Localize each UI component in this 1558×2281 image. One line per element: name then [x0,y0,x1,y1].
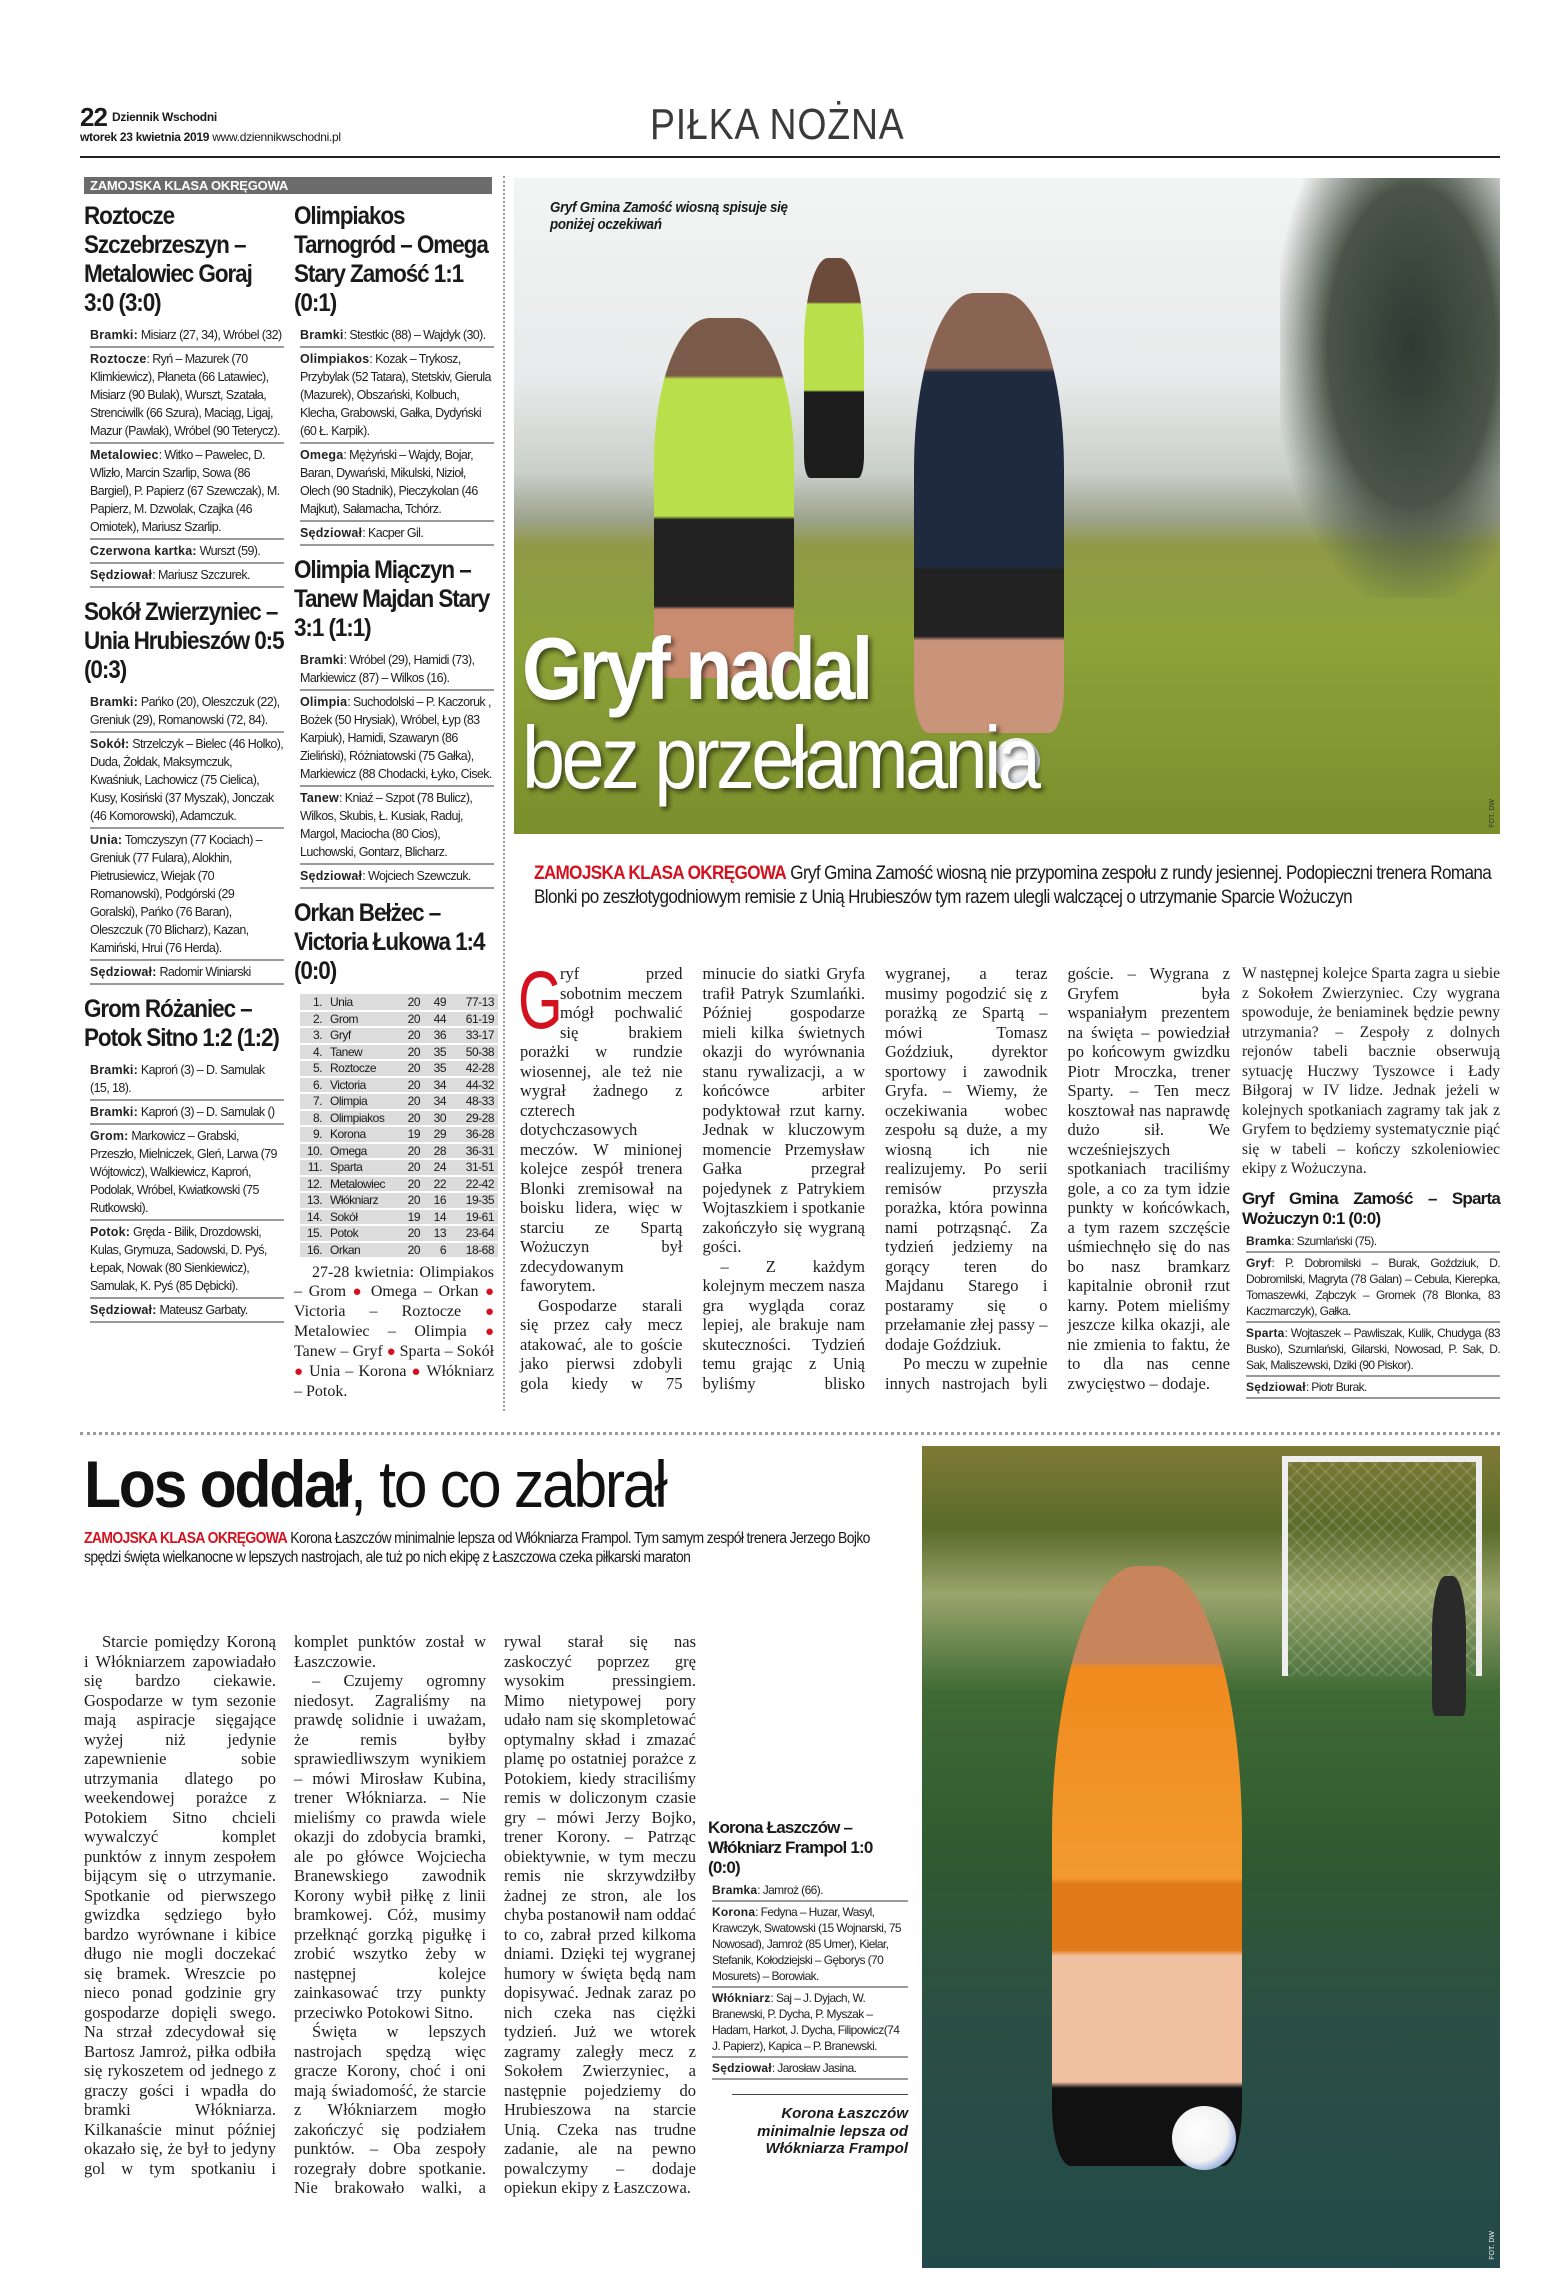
standings-points: 24 [422,1159,448,1176]
match-detail-home-lineup: Olimpia: Suchodolski – P. Kaczoruk , Bożek (50 Hrysiak), Wróbel, Łyp (83 Karpiuk), Hamidi, Szawaryn (86 Zieliński), Różniatowski (75 Gałka), Markiewicz (88 Chodacki, Łyko, Cisek. [300,693,494,787]
headline-light: , to co zabrał [350,1447,666,1521]
match-title: Olimpia Miączyn – Tanew Majdan Stary 3:1 (1:1) [294,556,490,642]
match-detail-goals: Bramki: Wróbel (29), Hamidi (73), Markiewicz (87) – Wilkos (16). [300,651,494,691]
match-detail-goals: Bramki: Kaproń (3) – D. Samulak (15, 18). [90,1061,284,1101]
bullet-icon: ● [346,1284,371,1300]
standings-row [300,1044,498,1061]
match-title: Orkan Bełżec – Victoria Łukowa 1:4 (0:0) [294,899,485,985]
standings-row [300,1209,498,1226]
match-detail-red-card: Czerwona kartka: Wurszt (59). [90,542,284,564]
standings-played: 20 [396,1060,422,1077]
boxscore-title: Gryf Gmina Zamość – Sparta Wożuczyn 0:1 (0:0) [1242,1188,1500,1228]
match-detail-home-lineup: Roztocze: Ryń – Mazurek (70 Klimkiewicz), Płaneta (66 Latawiec), Misiarz (90 Bulak), Wurszt, Szatała, Strenciwilk (66 Szura), Maciąg, Ligaj, Mazur (Pawlak), Wróbel (90 Teterycz). [90,350,284,444]
standings-team: Olimpiakos [324,1110,396,1127]
standings-points: 34 [422,1093,448,1110]
standings-row [300,1143,498,1160]
standings-points: 35 [422,1060,448,1077]
standings-goals: 50-38 [448,1044,498,1061]
paper-name: Dziennik Wschodni [112,110,217,124]
standings-team: Victoria [324,1077,396,1094]
website-link[interactable]: www.dziennikwschodni.pl [212,130,341,144]
standings-goals: 36-31 [448,1143,498,1160]
standings-team: Metalowiec [324,1176,396,1193]
body-paragraph: G ryf przed sobotnim meczem mógł pochwalić się brakiem porażki w rundzie wiosennej, ale też nie wygrał żadnego z czterech dotychczasowych meczów. W minionej kolejce zespół trenera Blonki zremisował na boisku lidera, więc w starciu ze Spartą Wożuczyn był zdecydowanym faworytem. [518,955,683,1295]
standings-played: 20 [396,1077,422,1094]
league-label-bar: ZAMOJSKA KLASA OKRĘGOWA [84,177,492,194]
standings-points: 36 [422,1027,448,1044]
standings-pos: 16. [300,1242,324,1259]
match-title: Sokół Zwierzyniec – Unia Hrubieszów 0:5 (0:3) [84,598,284,684]
standings-played: 20 [396,1093,422,1110]
header-divider [80,156,1500,158]
standings-row [300,1242,498,1259]
standings-row [300,1011,498,1028]
standings-points: 14 [422,1209,448,1226]
standings-played: 20 [396,1176,422,1193]
fixture: Włókniarz – Potok. [294,1363,495,1400]
match-report [84,202,284,588]
body-paragraph: – Czujemy ogromny niedosyt. Zagraliśmy na prawdę solidnie i uważam, że remis byłby sprawiedliwszym wynikiem – mówi Mirosław Kubina, trener Włókniarza. – Nie mieliśmy co prawda wiele okazji do zdobycia bramki, ale po główce Wojciecha Branewskiego zawodnik Korony wybił piłkę z linii bramkowej. Cóż, musimy przełknąć gorzką pigułkę i zrobić wszytko żeby w następnej kolejce zainkasować trzy punkty przeciwko Potokowi Sitno. [294,1671,486,2022]
standings-row [300,1126,498,1143]
body-paragraph: Święta w lepszych nastrojach spędzą więc gracze Korony, choć i oni mają świadomość, że starcie z Włókniarzem mogło zakończyć się podziałem punktów. – Oba zespoły rozegrały dobre spotkanie. Nie brakowało walki, a rywal starał się nas zaskoczyć poprzez grę wysokim pressingiem. Mimo nietypowej pory udało nam się skompletować optymalny skład i zmazać plamę po ostatniej porażce z Potokiem, kiedy straciliśmy remis w doliczonym czasie gry – mówi Jerzy Bojko, trener Korony. – Patrząc obiektywnie, w tym meczu remis nie skrzywdziłby żadnej ze stron, ale los chyba postanowił nam oddać to co, zabrał przed kilkoma dniami. Dzięki tej wygranej humory w święta będą nam dopisywać. Jednak zaraz po nich czeka nas ciężki tydzień. Już we wtorek zagramy zaległy mecz z Sokołem Zwierzyniec, a następnie pojedziemy do Hrubieszowa na starcie Unią. Czeka nas trudne zadanie, ale na pewno powalczymy – dodaje opiekun ekipy z Łaszczowa. [294,1632,696,2197]
standings-points: 22 [422,1176,448,1193]
match-report [294,899,494,986]
boxscore-referee: Sędziował: Jarosław Jasina. [712,2060,908,2080]
standings-row [300,1176,498,1193]
page-number: 22 [80,102,107,132]
standings-played: 20 [396,1044,422,1061]
standings-team: Potok [324,1225,396,1242]
standings-points: 35 [422,1044,448,1061]
sidebar-column-2 [294,202,494,1401]
boxscore-title: Korona Łaszczów – Włókniarz Frampol 1:0 (0:0) [708,1818,873,1877]
bullet-icon: ● [461,1304,495,1320]
boxscore-home-lineup: Gryf: P. Dobromilski – Burak, Goździuk, D. Dobromilski, Magryta (78 Galan) – Cebula, Kierepka, Tomaszewki, Ząbczyk – Gromek (78 Blonka, 83 Kaczmarczyk), Gałka. [1246,1255,1500,1323]
standings-pos: 11. [300,1159,324,1176]
photo-caption: Gryf Gmina Zamość wiosną spisuje się poniżej oczekiwań [550,200,788,233]
article1-headline [522,619,1108,807]
match-detail-referee: Sędziował: Kacper Gil. [300,524,494,546]
player-figure [1052,1566,1242,2166]
bullet-icon: ● [382,1344,400,1360]
boxscore-away-lineup: Włókniarz: Saj – J. Dyjach, W. Branewski, P. Dycha, P. Myszak – Hadam, Harkot, J. Dycha, Filipowicz(74 J. Papierz), Kapica – P. Branewski. [712,1990,908,2058]
match-detail-referee: Sędziował: Radomir Winiarski [90,963,284,985]
standings-points: 34 [422,1077,448,1094]
standings-team: Tanew [324,1044,396,1061]
upcoming-fixtures [294,1263,494,1401]
match-detail-goals: Bramki: Misiarz (27, 34), Wróbel (32) [90,326,284,348]
standings-pos: 15. [300,1225,324,1242]
boxscore-away-lineup: Sparta: Wojtaszek – Pawliszak, Kulik, Chudyga (83 Busko), Szumlański, Gilarski, Nowosad, P. Sak, D. Sak, Maliszewski, Dziki (90 Piskor). [1246,1325,1500,1377]
boxscore-referee: Sędziował: Piotr Burak. [1246,1379,1500,1399]
fixtures-intro: 27-28 kwietnia: [312,1264,415,1281]
standings-pos: 13. [300,1192,324,1209]
bullet-icon: ● [406,1364,427,1380]
standings-points: 29 [422,1126,448,1143]
photo-credit: FOT. DW [1489,2231,1496,2260]
match-detail-away-lineup: Omega: Mężyński – Wajdy, Bojar, Baran, Dywański, Mikulski, Nizioł, Olech (90 Stadnik), Pieczykolan (46 Majkut), Sałamacha, Tchórz. [300,446,494,522]
match-report [84,598,284,985]
match-detail-referee: Sędziował: Mateusz Garbaty. [90,1301,284,1323]
standings-goals: 36-28 [448,1126,498,1143]
standings-pos: 7. [300,1093,324,1110]
article2-body [84,1632,696,2272]
match-detail-referee: Sędziował: Wojciech Szewczuk. [300,867,494,889]
match-title: Olimpiakos Tarnogród – Omega Stary Zamość 1:1 (0:1) [294,202,488,317]
match-report [84,995,284,1323]
article1-body-last-column [1242,964,1500,1409]
standings-played: 20 [396,994,422,1011]
standings-row [300,1225,498,1242]
standings-team: Gryf [324,1027,396,1044]
standings-team: Olimpia [324,1093,396,1110]
match-detail-goals: Bramki: Pańko (20), Oleszczuk (22), Greniuk (29), Romanowski (72, 84). [90,693,284,733]
standings-goals: 19-61 [448,1209,498,1226]
article2-headline [84,1444,665,1524]
standings-team: Włókniarz [324,1192,396,1209]
standings-points: 30 [422,1110,448,1127]
standings-pos: 5. [300,1060,324,1077]
standings-pos: 8. [300,1110,324,1127]
standings-points: 49 [422,994,448,1011]
standings-points: 6 [422,1242,448,1259]
standings-played: 20 [396,1225,422,1242]
standings-points: 28 [422,1143,448,1160]
standings-goals: 48-33 [448,1093,498,1110]
standings-played: 20 [396,1011,422,1028]
match-detail-away-lineup: Metalowiec: Witko – Pawelec, D. Wlizło, Marcin Szarlip, Sowa (86 Bargiel), P. Papierz (67 Szewczak), M. Papierz, M. Dzwolak, Czajka (46 Omiotek), Mariusz Szarlip. [90,446,284,540]
bullet-icon: ● [466,1324,494,1340]
dateline [80,130,341,144]
standings-goals: 23-64 [448,1225,498,1242]
body-paragraph: Gospodarze starali się przez cały mecz atakować, ale to goście jako pierwsi zdobyli gola kiedy w 75 minucie do siatki Gryfa trafił Patryk Szumlańki. Później gospodarze mieli kilka świetnych okazji do wyrównania stanu rywalizacji, a w końcówce arbiter podyktował rzut karny. Jednak w kluczowym momencie Przemysław Gałka przegrał pojedynek z Patrykiem Wojtaszkiem i spotkanie zakończyło się wygraną gości. [520,964,865,1393]
article1-lead [534,862,1493,910]
standings-pos: 1. [300,994,324,1011]
standings-team: Sokół [324,1209,396,1226]
match-detail-goals: Bramki: Stestkic (88) – Wajdyk (30). [300,326,494,348]
fixture: Tanew – Gryf [294,1343,383,1360]
match-detail-away-lineup: Tanew: Kniaź – Szpot (78 Bulicz), Wilkos, Skubis, Ł. Kusiak, Raduj, Margol, Maciocha (80 Cios), Luchowski, Gontarz, Blicharz. [300,789,494,865]
standings-pos: 9. [300,1126,324,1143]
standings-goals: 29-28 [448,1110,498,1127]
standings-played: 20 [396,1143,422,1160]
match-detail-goals: Bramki: Kaproń (3) – D. Samulak () [90,1103,284,1125]
match-detail-home-lineup: Olimpiakos: Kozak – Trykosz, Przybylak (52 Tatara), Stetskiv, Gierula (Mazurek), Obszański, Kolbuch, Klecha, Grabowski, Gałka, Dydyński (60 Ł. Karpik). [300,350,494,444]
standings-pos: 12. [300,1176,324,1193]
match-detail-home-lineup: Grom: Markowicz – Grabski, Przeszło, Mielniczek, Gleń, Larwa (79 Wójtowicz), Walkiewicz, Kaproń, Podolak, Wróbel, Kwiatkowski (75 Rutkowski). [90,1127,284,1221]
standings-team: Omega [324,1143,396,1160]
standings-row [300,1093,498,1110]
kicker: ZAMOJSKA KLASA OKRĘGOWA [84,1530,288,1547]
player-figure [804,258,864,478]
standings-row [300,994,498,1011]
boxscore-goals: Bramka: Jamroż (66). [712,1882,908,1902]
fixture: Victoria – Roztocze [294,1303,462,1320]
standings-goals: 19-35 [448,1192,498,1209]
standings-row [300,1192,498,1209]
standings-goals: 31-51 [448,1159,498,1176]
standings-goals: 18-68 [448,1242,498,1259]
match-title: Grom Różaniec – Potok Sitno 1:2 (1:2) [84,995,279,1052]
dropcap: G [518,955,563,1046]
article1-body [518,955,1230,1414]
standings-goals: 42-28 [448,1060,498,1077]
standings-played: 19 [396,1126,422,1143]
bullet-icon: ● [478,1284,495,1300]
article1-photo [514,178,1500,834]
article1-boxscore [1242,1189,1500,1399]
standings-pos: 6. [300,1077,324,1094]
standings-team: Unia [324,994,396,1011]
column-divider [503,176,505,1411]
standings-team: Grom [324,1011,396,1028]
goalkeeper-figure [1432,1576,1466,1716]
fixture: Metalowiec – Olimpia [294,1323,467,1340]
fixture: Unia – Korona [309,1363,407,1380]
body-paragraph: – Z każdym kolejnym meczem nasza gra wygląda coraz lepiej, ale brakuje nam skuteczności. Tydzień temu grając z Unią byliśmy blisko wygranej, a teraz musimy pogodzić się z porażką ze Spartą – mówi Tomasz Goździuk, dyrektor sportowy i zawodnik Gryfa. – Wiemy, że oczekiwania wobec zespołu są duże, a my wiosną ich nie realizujemy. Po serii remisów przyszła porażka, która powinna nami potrząsnąć. Za tydzień jedziemy na gorący teren do Majdanu Starego i postaramy się o przełamanie złej passy – dodaje Goździuk. [702,964,1048,1393]
league-standings-table [300,994,498,1259]
fixture: Omega – Orkan [370,1283,479,1300]
standings-pos: 3. [300,1027,324,1044]
headline-bold: Gryf nadal [522,619,870,718]
headline-light: bez przełamania [522,708,1038,807]
fixture: Olimpiakos – Grom [294,1264,494,1300]
headline-bold: Los oddał [84,1447,351,1521]
standings-played: 19 [396,1209,422,1226]
standings-pos: 2. [300,1011,324,1028]
standings-goals: 33-17 [448,1027,498,1044]
photo-caption: Korona Łaszczów minimalnie lepsza od Włókniarza Frampol [732,2094,908,2158]
lead-text: Gryf Gmina Zamość wiosną nie przypomina zespołu z rundy jesiennej. Podopieczni trenera Romana Blonki po zeszłotygodniowym remisie z Unią Hrubieszów tym razem ulegli walczącej o utrzymanie Sparcie Wożuczyn [534,863,1492,908]
match-report [294,556,494,889]
article2-boxscore [708,1818,908,2080]
standings-played: 20 [396,1242,422,1259]
body-paragraph: W następnej kolejce Sparta zagra u siebie z Sokołem Zwierzyniec. Czy wygrana spowoduje, że beniaminek będzie pewny utrzymania? – Zespoły z dolnych rejonów tabeli bacznie obserwują sytuację Huczwy Tyszowce i Łady Biłgoraj w IV lidze. Jednak jeżeli w kolejnych spotkaniach zagramy tak jak z Gryfem to będziemy systematycznie piąć się w tabeli – kończy szkoleniowiec ekipy z Wożuczyna. [1242,965,1500,1177]
body-paragraph: Po meczu w zupełnie innych nastrojach byli goście. – Wygrana z Gryfem była wspaniałym prezentem na święta – powiedział po końcowym gwizdku Piotr Mroczka, trener Sparty. – Ten mecz kosztował nas naprawdę dużo sił. We wcześniejszych spotkaniach traciliśmy gole, a co za tym idzie punkty w końcówkach, a tym razem szczęście uśmiechnęło się do nas bo nasz bramkarz kapitalnie obronił rzut karny. Potem mieliśmy jeszcze kilka okazji, ale nie zmienia to faktu, że to dla nas cenne zwycięstwo – dodaje. [885,964,1230,1393]
fixture: Sparta – Sokół [399,1343,495,1360]
match-detail-away-lineup: Unia: Tomczyszyn (77 Kociach) – Greniuk (77 Fulara), Alokhin, Pietrusiewicz, Wiejak (70 Romanowski), Podgórski (29 Goralski), Pańko (76 Baran), Oleszczuk (70 Blicharz), Kazan, Kamiński, Hrui (76 Herda). [90,831,284,961]
standings-team: Roztocze [324,1060,396,1077]
body-paragraph: Starcie pomiędzy Koroną i Włókniarzem zapowiadało się bardzo ciekawie. Gospodarze w tym sezonie mają aspiracje sięgające wyżej niż jedynie zapewnienie sobie utrzymania dlatego po weekendowej porażce z Potokiem Sitno chcieli wywalczyć komplet punktów z innym zespołem bijącym się o utrzymanie. Spotkanie od pierwszego gwizdka sędziego było bardzo wyrównane i kibice długo nie mogli doczekać się bramek. Wreszcie po nieco ponad godzinie gry gospodarze dopięli swego. Na strzał zdecydował się Bartosz Jamroż, piłka odbiła się rykoszetem od jednego z graczy gości i wpadła do bramki Włókniarza. Kilkanaście minut później okazało się, że był to jedyny gol w tym spotkaniu i komplet punktów został w Łaszczowie. [84,1632,486,2178]
section-divider [80,1432,1500,1435]
standings-goals: 44-32 [448,1077,498,1094]
article2-sidebar [708,1808,908,2158]
boxscore-goals: Bramka: Szumlański (75). [1246,1233,1500,1253]
standings-row [300,1159,498,1176]
masthead [80,100,1500,156]
match-detail-referee: Sędziował: Mariusz Szczurek. [90,566,284,588]
standings-team: Korona [324,1126,396,1143]
standings-points: 13 [422,1225,448,1242]
match-detail-home-lineup: Sokół: Strzelczyk – Bielec (46 Holko), Duda, Żołdak, Maksymczuk, Kwaśniuk, Lachowicz (75 Cielica), Kusy, Kosiński (37 Myszak), Jonczak (46 Komorowski), Adamczuk. [90,735,284,829]
match-report [294,202,494,546]
football-icon [1172,2106,1236,2170]
standings-played: 20 [396,1027,422,1044]
article2-lead [84,1530,899,1567]
standings-row [300,1077,498,1094]
lead-text: Korona Łaszczów minimalnie lepsza od Włókniarza Frampol. Tym samym zespół trenera Jerzego Bojko spędzi święta wielkanocne w lepszych nastrojach, ale tuż po nich ekipę z Łaszczowa czeka piłkarski maraton [84,1530,870,1566]
standings-pos: 4. [300,1044,324,1061]
standings-points: 16 [422,1192,448,1209]
standings-goals: 77-13 [448,994,498,1011]
article2-photo [922,1446,1500,2268]
standings-pos: 10. [300,1143,324,1160]
match-title: Roztocze Szczebrzeszyn – Metalowiec Goraj 3:0 (3:0) [84,202,252,317]
standings-played: 20 [396,1192,422,1209]
photo-credit: FOT. DW [1489,799,1496,828]
bullet-icon: ● [294,1364,310,1380]
standings-pos: 14. [300,1209,324,1226]
standings-goals: 22-42 [448,1176,498,1193]
section-title: PIŁKA NOŻNA [650,100,905,149]
standings-team: Sparta [324,1159,396,1176]
kicker: ZAMOJSKA KLASA OKRĘGOWA [534,863,787,884]
standings-points: 44 [422,1011,448,1028]
standings-played: 20 [396,1159,422,1176]
match-detail-away-lineup: Potok: Gręda - Bilik, Drozdowski, Kulas, Grymuza, Sadowski, D. Pyś, Łepak, Nowak (80 Sienkiewicz), Samulak, K. Pyś (85 Dębicki). [90,1223,284,1299]
standings-played: 20 [396,1110,422,1127]
boxscore-home-lineup: Korona: Fedyna – Huzar, Wasyl, Krawczyk, Swatowski (15 Wojnarski, 75 Nowosad), Jamroż (85 Umer), Kielar, Stefanik, Kołodziejski – Gęborys (70 Mosurets) – Borowiak. [712,1904,908,1988]
issue-date: wtorek 23 kwietnia 2019 [80,130,210,144]
standings-row [300,1110,498,1127]
sidebar-column-1 [84,202,284,1333]
standings-row [300,1060,498,1077]
tree-shape [1280,178,1500,598]
standings-row [300,1027,498,1044]
standings-team: Orkan [324,1242,396,1259]
standings-goals: 61-19 [448,1011,498,1028]
